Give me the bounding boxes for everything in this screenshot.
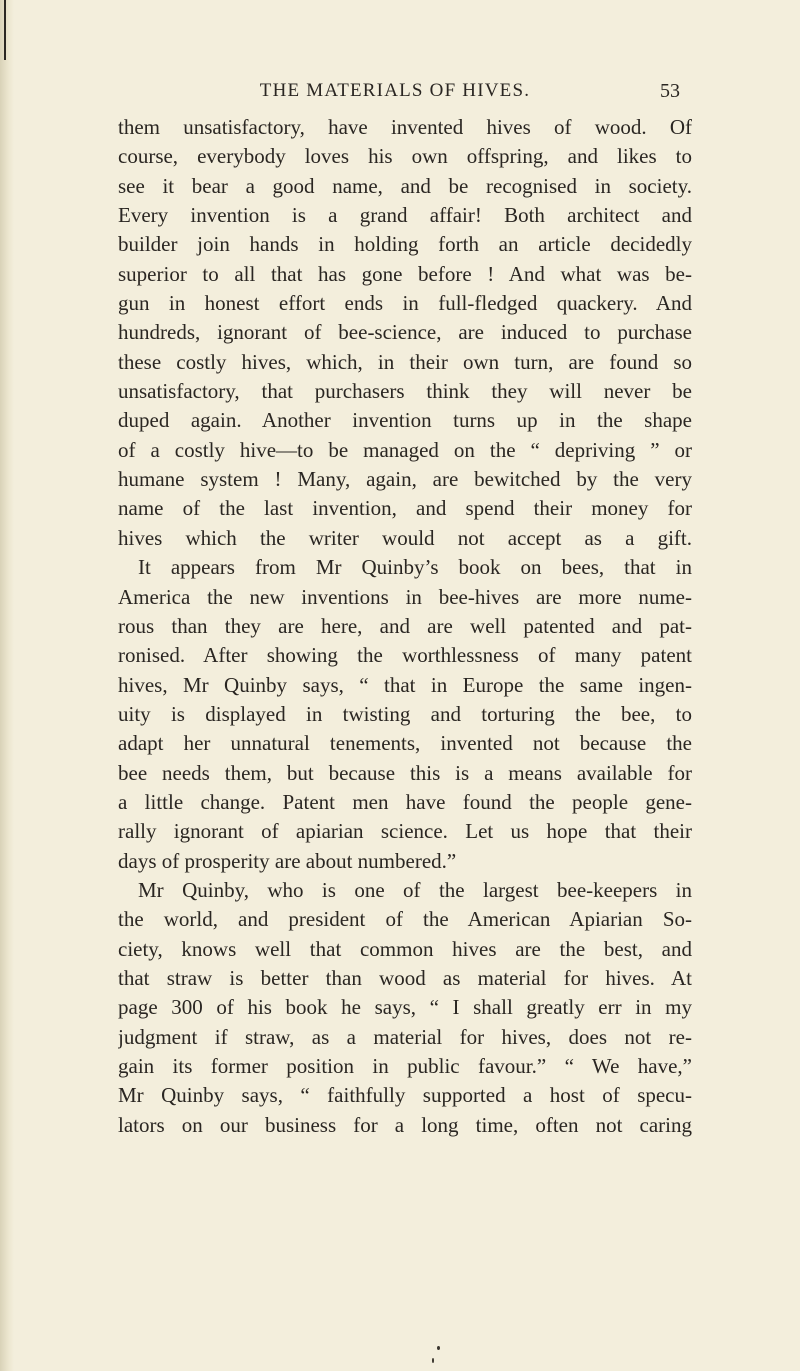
ink-speck: [437, 1346, 440, 1350]
running-title: THE MATERIALS OF HIVES.: [259, 80, 531, 101]
text-line: superior to all that has gone before ! And what was be-: [118, 261, 692, 286]
text-line: ronised. After showing the worthlessness of many patent: [118, 643, 692, 668]
text-line: course, everybody loves his own offspring, and likes to: [118, 144, 692, 169]
text-line: builder join hands in holding forth an article decidedly: [118, 232, 692, 257]
text-line: rally ignorant of apiarian science. Let us hope that their: [118, 819, 692, 844]
text-line: lators on our business for a long time, often not caring: [118, 1112, 692, 1137]
text-line: duped again. Another invention turns up in the shape: [118, 408, 692, 433]
text-line: these costly hives, which, in their own turn, are found so: [118, 349, 692, 374]
text-line: bee needs them, but because this is a means available for: [118, 760, 692, 785]
text-line: hives, Mr Quinby says, “ that in Europe the same ingen-: [118, 672, 692, 697]
text-line: see it bear a good name, and be recognised in society.: [118, 173, 692, 198]
text-line: uity is displayed in twisting and torturing the bee, to: [118, 701, 692, 726]
running-head: [110, 76, 680, 106]
text-line: America the new inventions in bee-hives are more nume-: [118, 584, 692, 609]
text-line: hundreds, ignorant of bee-science, are induced to purchase: [118, 320, 692, 345]
page-edge: [0, 0, 14, 1371]
text-line: them unsatisfactory, have invented hives of wood. Of: [118, 115, 692, 139]
text-line: unsatisfactory, that purchasers think they will never be: [118, 379, 692, 404]
text-line: Mr Quinby, who is one of the largest bee-keepers in: [138, 877, 692, 902]
text-line: It appears from Mr Quinby’s book on bees, that in: [138, 555, 692, 580]
binding-line: [4, 0, 6, 60]
text-line: gun in honest effort ends in full-fledged quackery. And: [118, 291, 692, 316]
text-line: that straw is better than wood as material for hives. At: [118, 965, 692, 990]
text-line: of a costly hive—to be managed on the “ depriving ” or: [118, 437, 692, 462]
page-number: 53: [660, 80, 680, 102]
text-line: name of the last invention, and spend their money for: [118, 496, 692, 521]
body-text: [118, 113, 692, 1140]
text-line: humane system ! Many, again, are bewitched by the very: [118, 467, 692, 492]
text-line: rous than they are here, and are well patented and pat-: [118, 613, 692, 638]
text-line: Mr Quinby says, “ faithfully supported a host of specu-: [118, 1083, 692, 1108]
text-line: hives which the writer would not accept as a gift.: [118, 525, 692, 550]
text-line: Every invention is a grand affair! Both architect and: [118, 203, 692, 228]
text-line: days of prosperity are about numbered.”: [118, 848, 457, 873]
text-line: page 300 of his book he says, “ I shall greatly err in my: [118, 995, 692, 1020]
text-line: ciety, knows well that common hives are the best, and: [118, 936, 692, 961]
text-line: judgment if straw, as a material for hives, does not re-: [118, 1024, 692, 1049]
text-line: a little change. Patent men have found the people gene-: [118, 789, 692, 814]
text-line: the world, and president of the American Apiarian So-: [118, 907, 692, 932]
text-line: adapt her unnatural tenements, invented not because the: [118, 731, 692, 756]
ink-speck: [432, 1358, 434, 1363]
text-line: gain its former position in public favour.” “ We have,”: [118, 1054, 692, 1078]
